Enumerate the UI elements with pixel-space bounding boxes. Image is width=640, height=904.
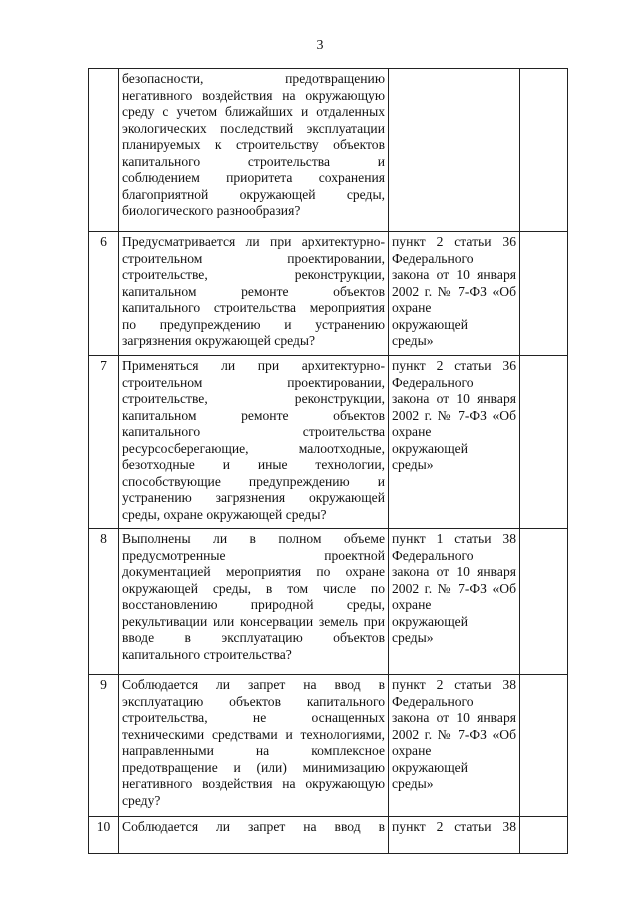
reference-line: закона от 10 января [392, 391, 516, 406]
question-cell [119, 232, 389, 356]
reference-line: Федерального [392, 693, 474, 709]
checklist-table-body [89, 69, 568, 854]
question-line: по предупреждению и устранению [122, 316, 385, 332]
reference-line: охране [392, 597, 432, 612]
reference-line: 2002 г. № 7-ФЗ «Об [392, 283, 516, 299]
page-number: 3 [316, 38, 324, 53]
question-cell [119, 529, 389, 675]
question-line: предусмотренные проектной [122, 547, 385, 563]
reference-line: среды» [392, 630, 434, 645]
reference-line: пункт 2 статьи 38 [392, 819, 516, 834]
question-line: экологических последствий эксплуатации [122, 120, 385, 136]
question-line: предотвращение и (или) минимизацию [122, 759, 385, 775]
question-line: Предусматривается ли при архитектурно- [122, 234, 385, 249]
answer-cell[interactable] [520, 232, 568, 356]
reference-line: 2002 г. № 7-ФЗ «Об [392, 407, 516, 423]
table-row [89, 232, 568, 356]
reference-line: охране [392, 743, 432, 758]
question-line: капитального строительства? [122, 646, 292, 662]
question-line: капитальном ремонте объектов [122, 407, 385, 423]
reference-line: Федерального [392, 374, 474, 390]
question-line: капитального строительства и [122, 153, 385, 169]
question-line: строительства, не оснащенных [122, 710, 385, 725]
question-cell [119, 817, 389, 854]
question-line: капитального строительства мероприятия [122, 300, 385, 315]
table-row [89, 69, 568, 232]
question-line: строительном проектировании, [122, 374, 385, 390]
question-line: Соблюдается ли запрет на ввод в [122, 819, 385, 834]
answer-cell[interactable] [520, 675, 568, 817]
row-number-cell: 9 [89, 675, 119, 817]
reference-cell [389, 356, 520, 529]
question-line: безопасности, предотвращению [122, 71, 385, 86]
reference-cell [389, 817, 520, 854]
question-line: негативного воздействия на окружающую [122, 776, 385, 791]
question-line: загрязнения окружающей среды? [122, 333, 316, 348]
reference-line: Федерального [392, 547, 474, 563]
question-line: рекультивации или консервации земель при [122, 613, 385, 629]
row-number-cell: 6 [89, 232, 119, 356]
reference-cell [389, 529, 520, 675]
answer-cell[interactable] [520, 69, 568, 232]
question-line: среды, охране окружающей среды? [122, 506, 327, 522]
row-number-cell: 10 [89, 817, 119, 854]
reference-line: Федерального [392, 250, 474, 266]
reference-line: закона от 10 января [392, 710, 516, 725]
question-line: негативного воздействия на окружающую [122, 87, 385, 103]
question-line: среду? [122, 792, 161, 808]
question-line: безотходные и иные технологии, [122, 457, 385, 472]
table-row [89, 817, 568, 854]
reference-line: 2002 г. № 7-ФЗ «Об [392, 726, 516, 742]
question-line: капитального строительства [122, 424, 385, 439]
row-number-cell [89, 69, 119, 232]
reference-line: пункт 2 статьи 36 [392, 234, 516, 249]
question-line: окружающей среды, в том числе по [122, 580, 385, 596]
question-line: Соблюдается ли запрет на ввод в [122, 677, 385, 692]
reference-line: пункт 1 статьи 38 [392, 531, 516, 546]
answer-cell[interactable] [520, 817, 568, 854]
question-line: Выполнены ли в полном объеме [122, 531, 385, 546]
question-line: благоприятной окружающей среды, [122, 186, 385, 202]
question-line: эксплуатацию объектов капитального [122, 693, 385, 709]
row-number-cell: 7 [89, 356, 119, 529]
reference-line: охране [392, 300, 432, 315]
reference-line: 2002 г. № 7-ФЗ «Об [392, 580, 516, 596]
reference-cell [389, 69, 520, 232]
answer-cell[interactable] [520, 356, 568, 529]
question-cell [119, 675, 389, 817]
reference-line: окружающей [392, 759, 468, 775]
reference-line: окружающей [392, 440, 468, 456]
question-line: биологического разнообразия? [122, 203, 301, 218]
table-row [89, 529, 568, 675]
reference-line: закона от 10 января [392, 564, 516, 579]
reference-line: закона от 10 января [392, 267, 516, 282]
checklist-table [88, 68, 568, 854]
question-line: среду с учетом ближайших и отдаленных [122, 104, 385, 119]
question-line: устранению загрязнения окружающей [122, 490, 385, 505]
reference-line: охране [392, 424, 432, 439]
question-cell [119, 356, 389, 529]
question-line: документацией мероприятия по охране [122, 564, 385, 579]
question-line: строительстве, реконструкции, [122, 391, 385, 406]
question-line: планируемых к строительству объектов [122, 137, 385, 152]
reference-line: пункт 2 статьи 38 [392, 677, 516, 692]
table-row [89, 675, 568, 817]
reference-line: среды» [392, 457, 434, 472]
question-line: вводе в эксплуатацию объектов [122, 630, 385, 645]
reference-line: среды» [392, 776, 434, 791]
question-line: направленными на комплексное [122, 743, 385, 758]
row-number-cell: 8 [89, 529, 119, 675]
reference-cell [389, 232, 520, 356]
question-line: ресурсосберегающие, малоотходные, [122, 440, 385, 456]
reference-line: окружающей [392, 613, 468, 629]
question-line: капитальном ремонте объектов [122, 283, 385, 299]
reference-line: пункт 2 статьи 36 [392, 358, 516, 373]
question-line: строительном проектировании, [122, 250, 385, 266]
reference-line: окружающей [392, 316, 468, 332]
answer-cell[interactable] [520, 529, 568, 675]
reference-line: среды» [392, 333, 434, 348]
question-line: строительстве, реконструкции, [122, 267, 385, 282]
table-row [89, 356, 568, 529]
question-line: Применяться ли при архитектурно- [122, 358, 385, 373]
question-line: техническими средствами и технологиями, [122, 726, 385, 742]
reference-cell [389, 675, 520, 817]
question-line: соблюдением приоритета сохранения [122, 170, 385, 185]
question-cell [119, 69, 389, 232]
question-line: восстановлению природной среды, [122, 597, 385, 612]
question-line: способствующие предупреждению и [122, 473, 385, 489]
